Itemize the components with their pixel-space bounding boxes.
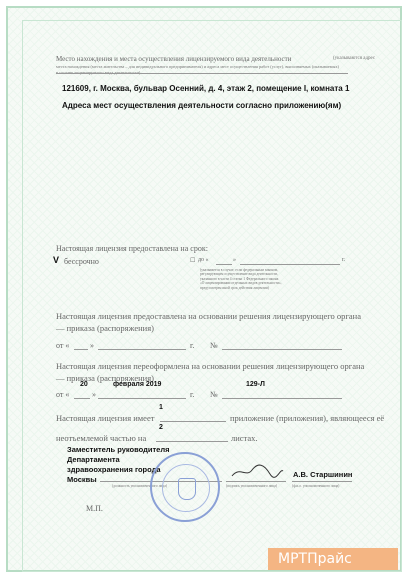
appendix-count-line xyxy=(160,421,226,422)
basis-text-2: — приказа (распоряжения) xyxy=(56,323,154,333)
basis-number-label: № xyxy=(210,341,218,350)
term-month-line xyxy=(240,264,340,265)
name-hint: (ф.и.о. уполномоченного лица) xyxy=(292,484,340,488)
location-hint-1: (указываются адрес xyxy=(333,56,376,61)
coat-of-arms-icon xyxy=(178,478,196,500)
basis-year: г. xyxy=(190,341,195,350)
appendix-text-2: приложение (приложения), являющееся её xyxy=(230,413,385,423)
appendix-count: 1 xyxy=(159,404,163,411)
term-label: Настоящая лицензия предоставлена на срок: xyxy=(56,244,208,253)
reissue-date-close: » xyxy=(92,390,96,399)
term-until-prefix: до « xyxy=(198,257,209,263)
signature-hint: (подпись уполномоченного лица) xyxy=(226,484,278,488)
indefinite-check: V xyxy=(53,255,60,265)
basis-month-line xyxy=(98,349,186,350)
appendix-text-1: Настоящая лицензия имеет xyxy=(56,413,155,423)
location-line xyxy=(56,73,348,74)
reissue-number-label: № xyxy=(210,390,218,399)
reissue-text-1: Настоящая лицензия переоформлена на основании решения лицензирующего органа xyxy=(56,361,365,371)
term-until-close: » xyxy=(233,257,236,263)
appendix-sheets: 2 xyxy=(159,424,163,431)
brand-logo-text: МРТПрайс xyxy=(278,551,352,567)
appendix-text-4: листах. xyxy=(231,433,258,443)
location-hint-2: места нахождения (места жительства – для индивидуального предпринимателя) и адреса мест осуществления работ (услуг), выполняемых (оказываемых) xyxy=(56,64,339,69)
term-year: г. xyxy=(342,257,346,263)
term-hints xyxy=(200,268,282,290)
term-hint-5: предусмотрен иной срок действия лицензии) xyxy=(200,285,269,290)
term-hint-3: указанного в части 4 статьи 1 Федерального закона xyxy=(200,276,279,281)
address-text: 121609, г. Москва, бульвар Осенний, д. 4, этаж 2, помещение I, комната 1 xyxy=(62,84,350,93)
term-box: ☐ xyxy=(190,258,196,264)
reissue-number: 129-Л xyxy=(246,381,265,388)
reissue-day-line xyxy=(74,398,90,399)
signatory-line-4: Москвы xyxy=(67,475,97,484)
basis-text-1: Настоящая лицензия предоставлена на основании решения лицензирующего органа xyxy=(56,311,361,321)
address-note: Адреса мест осуществления деятельности согласно приложению(ям) xyxy=(62,101,342,110)
signature-line xyxy=(226,481,286,482)
term-hint-2: регулирующим осуществление вида деятельности, xyxy=(200,272,278,277)
brand-logo xyxy=(268,548,398,570)
appendix-text-3: неотъемлемой частью на xyxy=(56,433,147,443)
location-label: Место нахождения и места осуществления лицензируемого вида деятельности xyxy=(56,55,292,63)
official-seal xyxy=(150,452,220,522)
term-hint-1: (указывается в случае, если федеральным законом, xyxy=(200,268,279,272)
location-hint-3: в составе лицензируемого вида деятельности) xyxy=(56,70,141,75)
reissue-date-prefix: от « xyxy=(56,390,70,399)
signatory-name: А.В. Старшинин xyxy=(293,470,353,479)
reissue-month-year: февраля 2019 xyxy=(113,381,162,388)
basis-date-close: » xyxy=(90,341,94,350)
reissue-year: г. xyxy=(190,390,195,399)
reissue-day: 20 xyxy=(80,381,88,388)
appendix-sheets-line xyxy=(156,441,228,442)
signatory-line-2: Департамента xyxy=(67,455,120,464)
signatory-line-3: здравоохранения города xyxy=(67,465,161,474)
term-hint-4: «О лицензировании отдельных видов деятельности», xyxy=(200,281,282,286)
term-indefinite: бессрочно xyxy=(64,257,99,266)
basis-date-prefix: от « xyxy=(56,341,70,350)
reissue-text-2: — приказа (распоряжения) xyxy=(56,373,154,383)
basis-number-line xyxy=(222,349,342,350)
term-day-line xyxy=(216,264,232,265)
reissue-number-line xyxy=(222,398,342,399)
name-line xyxy=(292,481,352,482)
reissue-month-line xyxy=(98,398,186,399)
basis-day-line xyxy=(74,349,88,350)
position-hint: (должность уполномоченного лица) xyxy=(112,484,168,488)
signature xyxy=(230,462,285,480)
mp-label: М.П. xyxy=(86,504,103,513)
signatory-line-1: Заместитель руководителя xyxy=(67,445,170,454)
